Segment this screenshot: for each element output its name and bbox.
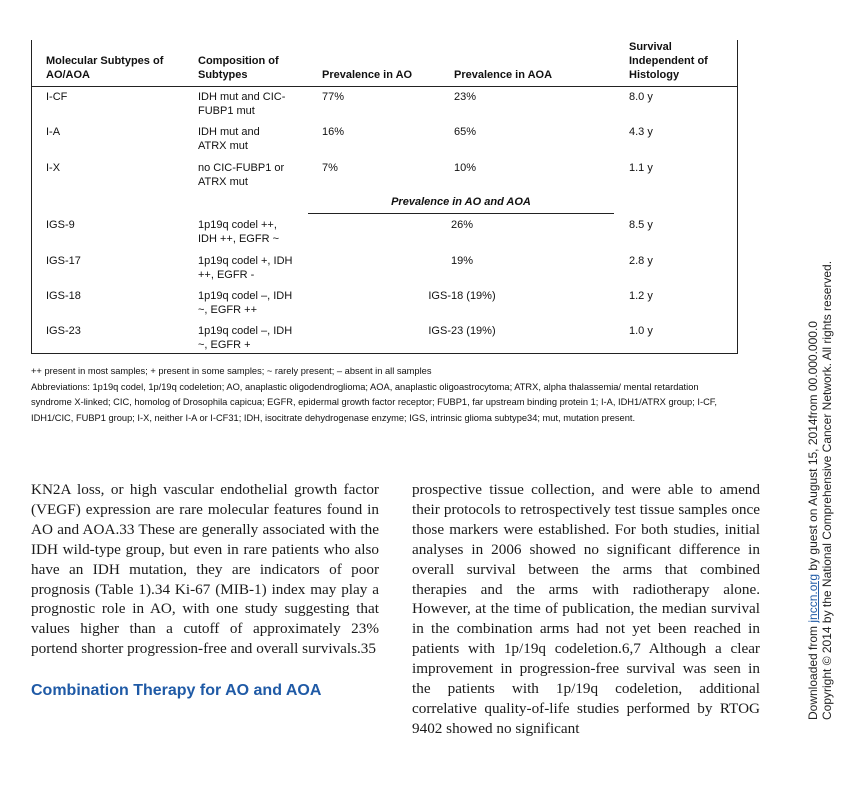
download-prefix: Downloaded from [806,622,820,720]
header-divider [32,86,737,87]
cell-survival: 8.5 y [629,219,653,231]
cell-composition: 1p19q codel +, IDH ++, EGFR - [198,255,293,281]
cell-subtype: IGS-18 [46,290,81,302]
molecular-subtypes-table [31,40,738,354]
cell-composition: IDH mut and ATRX mut [198,126,260,152]
cell-survival: 2.8 y [629,255,653,267]
table-footnotes [31,364,741,426]
cell-survival: 1.0 y [629,325,653,337]
cell-composition: no CIC-FUBP1 or ATRX mut [198,162,285,188]
header-molecular-subtypes: Molecular Subtypes of AO/AOA [46,55,164,81]
subheading-underline [308,213,614,214]
cell-subtype: IGS-9 [46,219,75,231]
cell-prevalence-aoa: 23% [454,91,477,103]
body-paragraph: KN2A loss, or high vascular endothelial growth factor (VEGF) expression are rare molecular features found in AO and AOA.33 These are generally associated with the IDH wild-type group, but even in rare patients who also have an IDH mutation, they are indicators of poor prognosis (Table 1).34 Ki-67 (MIB-1) index may play a prognostic role in AO, with one study suggesting that values higher than a cutoff of approximately 23% portend shorter progression-free and overall survivals.35 [31,481,379,658]
cell-prevalence-ao: 7% [322,162,338,174]
cell-survival: 1.2 y [629,290,653,302]
jnccn-link[interactable]: jnccn.org [806,573,820,623]
cell-subtype: IGS-17 [46,255,81,267]
download-suffix: by guest on August 15, 2014from 00.000.000.0 [806,321,820,574]
section-heading: Combination Therapy for AO and AOA [31,682,322,700]
cell-composition: 1p19q codel –, IDH ~, EGFR ++ [198,290,293,316]
download-copyright-note [806,200,836,720]
cell-survival: 4.3 y [629,126,653,138]
header-prevalence-aoa: Prevalence in AOA [454,69,553,81]
prevalence-subheading: Prevalence in AO and AOA [391,196,531,208]
header-composition: Composition of Subtypes [198,55,279,81]
cell-composition: 1p19q codel ++, IDH ++, EGFR ~ [198,219,279,245]
body-paragraph: prospective tissue collection, and were able to amend their protocols to retrospectively test tissue samples once those markers were established. For both studies, initial analyses in 2006 showed no significant difference in overall survival between the arms that combined therapies and the arms with radiotherapy alone. However, at the time of publication, the median survival in the combination arms had not yet been reached in patients with 1p/19q codeletion.6,7 Although a clear improvement in progression-free survival was seen in the patients with 1p/19q codeletion, additional correlative quality-of-life studies performed by RTOG 9402 showed no significant [412,481,760,737]
body-column-right [412,480,760,737]
abbreviations: Abbreviations: 1p19q codel, 1p/19q codeletion; AO, anaplastic oligodendroglioma; AOA, anaplastic oligoastrocytoma; ATRX, alpha thalassemia/ mental retardation syndrome X-linked; CIC, homolog of Drosophila capicua; EGFR, epidermal growth factor receptor; FUBP1, far upstream binding protein 1; I-A, IDH1/ATRX group; I-CF, IDH1/CIC, FUBP1 group; I-X, neither I-A or I-CF31; IDH, isocitrate dehydrogenase enzyme; IGS, intrinsic glioma subtype34; mut, mutation present. [31,381,718,423]
cell-prevalence: IGS-23 (19%) [428,325,496,337]
copyright-line: Copyright © 2014 by the National Comprehensive Cancer Network. All rights reserved. [820,260,834,720]
cell-prevalence-ao: 16% [322,126,345,138]
cell-prevalence: 26% [450,219,474,231]
header-survival: Survival Independent of Histology [629,41,708,81]
cell-subtype: I-A [46,126,61,138]
cell-subtype: IGS-23 [46,325,81,337]
cell-prevalence-aoa: 65% [454,126,477,138]
cell-prevalence-ao: 77% [322,91,345,103]
cell-prevalence: 19% [450,255,474,267]
cell-prevalence: IGS-18 (19%) [428,290,496,302]
body-column-left [31,480,379,720]
cell-survival: 8.0 y [629,91,653,103]
cell-prevalence-aoa: 10% [454,162,477,174]
cell-composition: IDH mut and CIC-FUBP1 mut [198,91,286,117]
header-prevalence-ao: Prevalence in AO [322,69,413,81]
cell-subtype: I-X [46,162,61,174]
cell-composition: 1p19q codel –, IDH ~, EGFR + [198,325,293,351]
cell-subtype: I-CF [46,91,68,103]
cell-survival: 1.1 y [629,162,653,174]
download-line [806,200,820,720]
symbol-legend: ++ present in most samples; + present in some samples; ~ rarely present; – absent in all samples [31,366,432,376]
